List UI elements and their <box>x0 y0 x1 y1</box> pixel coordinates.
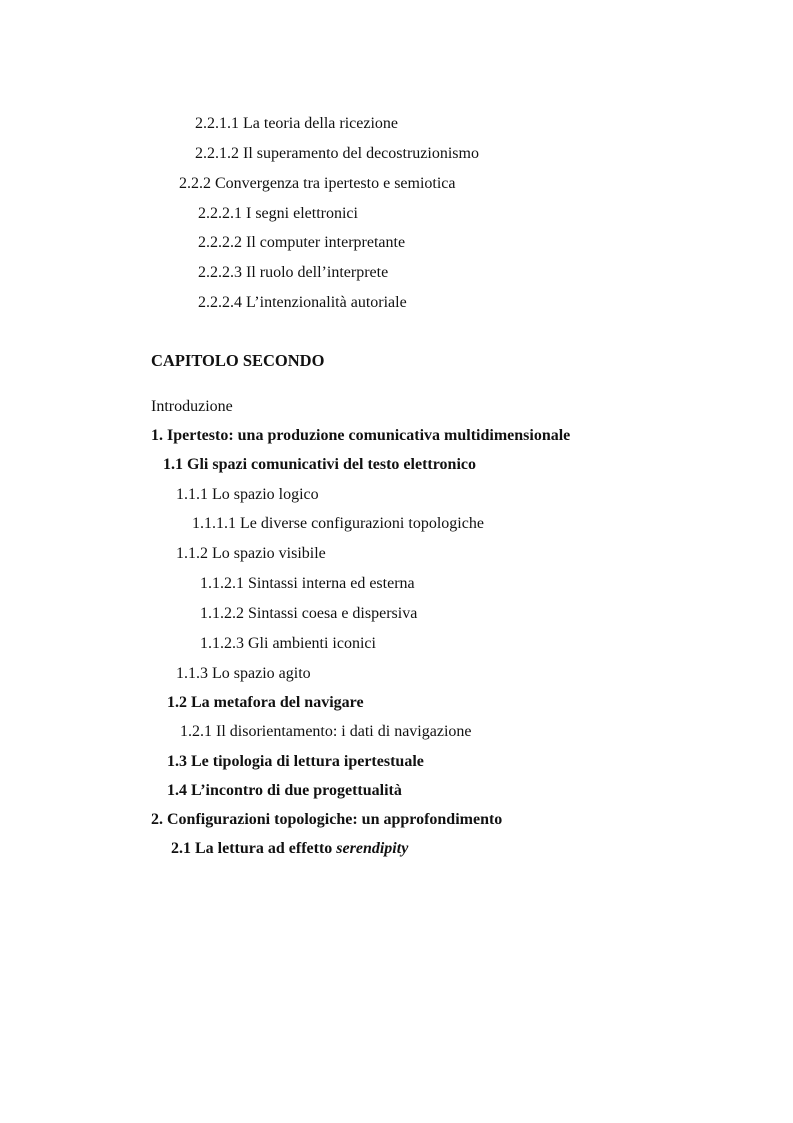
toc-entry-2-1-emphasis: serendipity <box>336 840 409 857</box>
toc-entry-1-2-1: 1.2.1 Il disorientamento: i dati di navigazione <box>180 723 472 740</box>
toc-entry-1-3: 1.3 Le tipologia di lettura ipertestuale <box>167 753 424 770</box>
toc-entry-2: 2. Configurazioni topologiche: un approfondimento <box>151 811 503 828</box>
toc-entry-1-4: 1.4 L’incontro di due progettualità <box>167 782 402 799</box>
toc-entry-1-1-2-2: 1.1.2.2 Sintassi coesa e dispersiva <box>200 605 418 622</box>
toc-entry-1-1-2-3: 1.1.2.3 Gli ambienti iconici <box>200 635 376 652</box>
toc-entry-1-2: 1.2 La metafora del navigare <box>167 694 364 711</box>
toc-entry-2-2-2-3: 2.2.2.3 Il ruolo dell’interprete <box>198 264 389 281</box>
toc-entry-2-2-2-1: 2.2.2.1 I segni elettronici <box>198 205 358 222</box>
toc-entry-1-1-2-1: 1.1.2.1 Sintassi interna ed esterna <box>200 575 415 592</box>
toc-entry-2-2-2: 2.2.2 Convergenza tra ipertesto e semiotica <box>179 175 456 192</box>
toc-entry-2-2-1-2: 2.2.1.2 Il superamento del decostruzionismo <box>195 145 479 162</box>
toc-entry-1: 1. Ipertesto: una produzione comunicativa multidimensionale <box>151 427 571 444</box>
toc-entry-2-2-2-2: 2.2.2.2 Il computer interpretante <box>198 234 406 251</box>
toc-entry-1-1-3: 1.1.3 Lo spazio agito <box>176 665 311 682</box>
toc-entry-1-1-1: 1.1.1 Lo spazio logico <box>176 486 319 503</box>
toc-entry-1-1: 1.1 Gli spazi comunicativi del testo elettronico <box>163 456 476 473</box>
toc-entry-2-2-2-4: 2.2.2.4 L’intenzionalità autoriale <box>198 294 407 311</box>
toc-entry-1-1-1-1: 1.1.1.1 Le diverse configurazioni topologiche <box>192 515 484 532</box>
toc-entry-2-1 <box>171 839 408 859</box>
chapter-heading: CAPITOLO SECONDO <box>151 351 325 370</box>
toc-entry-2-2-1-1: 2.2.1.1 La teoria della ricezione <box>195 115 399 132</box>
toc-entry-1-1-2: 1.1.2 Lo spazio visibile <box>176 545 326 562</box>
toc-entry-introduzione: Introduzione <box>151 398 233 415</box>
toc-entry-2-1-label: 2.1 La lettura ad effetto <box>171 840 337 857</box>
